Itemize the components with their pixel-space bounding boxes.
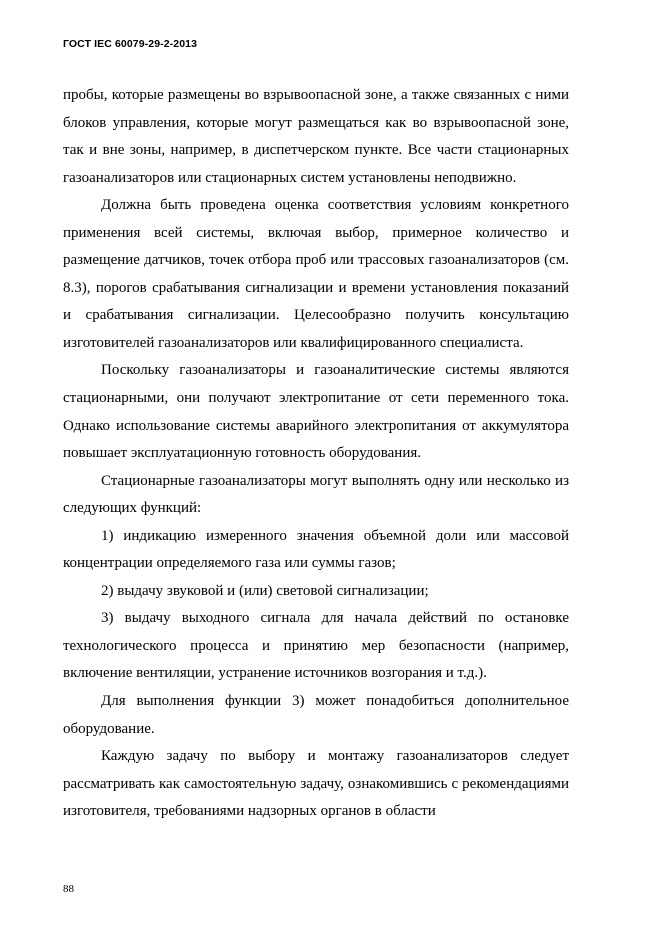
list-item-function-2: 2) выдачу звуковой и (или) световой сигнализации; xyxy=(101,582,429,599)
list-item-function-3: 3) выдачу выходного сигнала для начала действий по остановке технологического процесса и принятию мер безопасности (например, включение вентиляции, устранение источников возгорания и т.д.). xyxy=(63,610,569,682)
paragraph-additional-equipment: Для выполнения функции 3) может понадобиться дополнительное оборудование. xyxy=(63,693,569,737)
page-number: 88 xyxy=(63,883,74,895)
paragraph-power-supply: Поскольку газоанализаторы и газоаналитические системы являются стационарными, они получают электропитание от сети переменного тока. Однако использование системы аварийного электропитания от аккумулятора повышает эксплуатационную готовность оборудования. xyxy=(63,362,569,462)
paragraph-selection-task: Каждую задачу по выбору и монтажу газоанализаторов следует рассматривать как самостоятельную задачу, ознакомившись с рекомендациями изготовителя, требованиями надзорных органов в области xyxy=(63,748,569,820)
document-body xyxy=(63,82,569,826)
paragraph-functions-intro: Стационарные газоанализаторы могут выполнять одну или несколько из следующих функций: xyxy=(63,472,569,517)
list-item-function-1: 1) индикацию измеренного значения объемной доли или массовой концентрации определяемого газа или суммы газов; xyxy=(63,527,569,572)
paragraph-continuation: пробы, которые размещены во взрывоопасной зоне, а также связанных с ними блоков управления, которые могут размещаться как во взрывоопасной зоне, так и вне зоны, например, в диспетчерском пункте. Все части стационарных газоанализаторов или стационарных систем установлены неподвижно. xyxy=(63,87,569,186)
document-header: ГОСТ IEC 60079-29-2-2013 xyxy=(63,38,198,50)
paragraph-assessment: Должна быть проведена оценка соответствия условиям конкретного применения всей системы, включая выбор, примерное количество и размещение датчиков, точек отбора проб или трассовых газоанализаторов (см. 8.3), порогов срабатывания сигнализации и времени установления показаний и срабатывания сигнализации. Целесообразно получить консультацию изготовителей газоанализаторов или квалифицированного специалиста. xyxy=(63,197,569,351)
